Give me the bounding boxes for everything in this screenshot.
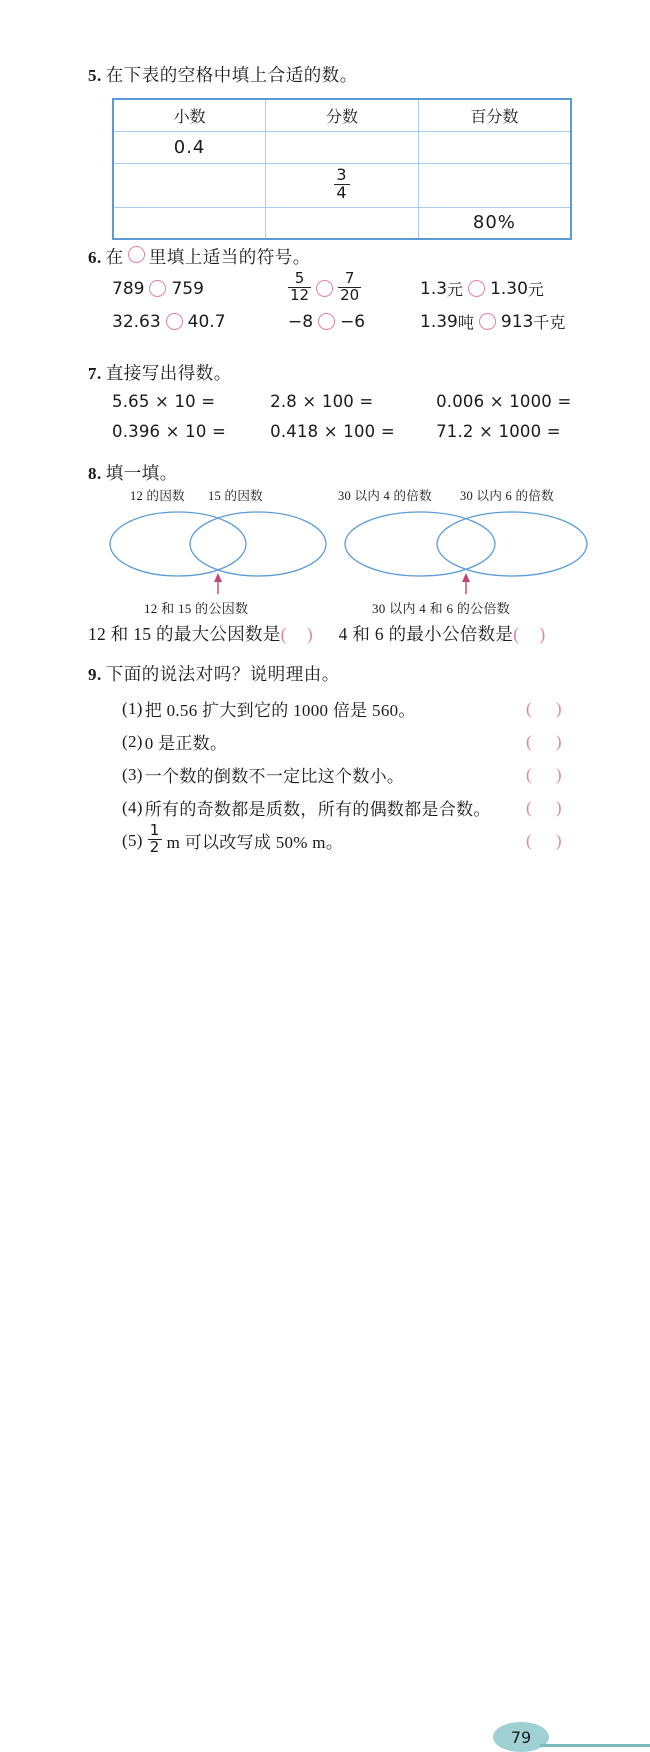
fraction-numerator: 1 <box>149 821 160 840</box>
fraction-one-half <box>148 823 162 856</box>
circle-symbol-icon <box>128 246 145 263</box>
question-7-heading <box>88 360 232 385</box>
question-9-heading <box>88 661 340 686</box>
question-8-number: 8. <box>88 464 102 483</box>
q8-fill-text-1: 12 和 15 的最大公因数是 <box>88 624 281 644</box>
circle-answer-blank-icon[interactable] <box>468 280 485 297</box>
cell-decimal-1: 0.4 <box>113 131 266 163</box>
question-6-exercises <box>112 269 592 338</box>
venn-right-arrow-head-icon <box>462 573 470 582</box>
question-6-prompt-pre: 在 <box>105 247 124 267</box>
number-conversion-table <box>112 98 572 240</box>
q9-index: (1) <box>122 698 143 718</box>
q6-right-value: −6 <box>340 311 366 332</box>
q8-fill-text-2: 4 和 6 的最小公倍数是 <box>338 624 514 644</box>
q6-compare-4 <box>112 312 288 332</box>
q7-row-1 <box>112 386 602 416</box>
fraction-five-twelfths <box>288 271 311 304</box>
venn-left-ellipse-a <box>110 512 246 576</box>
footer-divider <box>540 1744 650 1747</box>
question-6-heading <box>88 244 311 269</box>
q7-expression[interactable]: 2.8 × 100 = <box>270 391 374 411</box>
cell-decimal-3[interactable] <box>113 207 266 239</box>
q7-expression[interactable]: 0.396 × 10 = <box>112 421 227 441</box>
q9-statement-text: 一个数的倒数不一定比这个数小。 <box>144 767 405 786</box>
q6-compare-6 <box>420 310 592 333</box>
q7-expression[interactable]: 0.418 × 100 = <box>270 421 395 441</box>
fraction-seven-twentieths <box>338 271 361 304</box>
circle-answer-blank-icon[interactable] <box>318 313 335 330</box>
cell-percent-2[interactable] <box>418 163 571 207</box>
table-row <box>113 163 571 207</box>
venn-left-ellipse-b <box>190 512 326 576</box>
q9-index: (4) <box>122 797 143 817</box>
venn-left-arrow-head-icon <box>214 573 222 582</box>
q6-right-value: 913 <box>500 311 534 332</box>
q6-left-value: 1.39 <box>420 311 458 332</box>
question-6-prompt-post: 里填上适当的符号。 <box>148 247 311 267</box>
question-9-prompt: 下面的说法对吗？说明理由。 <box>105 664 340 684</box>
question-9-statements <box>122 692 602 857</box>
venn-right-ellipse-a <box>345 512 495 576</box>
q9-answer-blank[interactable]: ( ) <box>526 797 572 817</box>
q7-expression[interactable]: 5.65 × 10 = <box>112 391 216 411</box>
table-header-decimal: 小数 <box>113 99 266 131</box>
question-8-prompt: 填一填。 <box>105 463 178 483</box>
q6-left-unit: 元 <box>447 282 464 299</box>
venn-diagram-svg <box>100 502 600 602</box>
q9-answer-blank[interactable]: ( ) <box>526 764 572 784</box>
page-number: 79 <box>510 1727 532 1747</box>
venn-right-caption: 30 以内 4 和 6 的公倍数 <box>372 601 511 616</box>
q6-compare-5 <box>288 312 420 332</box>
q9-answer-blank[interactable]: ( ) <box>526 731 572 751</box>
page-footer <box>0 860 650 1747</box>
table-row <box>113 207 571 239</box>
q9-answer-blank[interactable]: ( ) <box>526 830 572 850</box>
venn-right-ellipse-b <box>437 512 587 576</box>
q6-right-unit: 元 <box>527 282 544 299</box>
q6-left-value: 789 <box>112 278 145 299</box>
cell-percent-3: 80% <box>418 207 571 239</box>
table-row <box>113 131 571 163</box>
question-6-number: 6. <box>88 248 102 267</box>
q8-answer-blank-2[interactable]: ( ) <box>513 624 554 644</box>
question-9-number: 9. <box>88 665 102 684</box>
question-7-exercises <box>112 386 602 446</box>
fraction-numerator: 5 <box>294 269 305 288</box>
q6-left-value: −8 <box>288 311 314 332</box>
circle-answer-blank-icon[interactable] <box>166 313 183 330</box>
question-8-fill-line <box>88 621 553 646</box>
q6-compare-3 <box>420 277 592 300</box>
q6-right-unit: 千克 <box>533 315 566 332</box>
q9-index: (2) <box>122 731 143 751</box>
venn-right-label-b: 30 以内 6 的倍数 <box>460 489 554 503</box>
q8-answer-blank-1[interactable]: ( ) <box>280 624 321 644</box>
q9-index: (3) <box>122 764 143 784</box>
q6-compare-2 <box>288 269 420 305</box>
q6-left-value: 1.3 <box>420 278 448 299</box>
question-7-prompt: 直接写出得数。 <box>105 363 232 383</box>
q6-right-value: 1.30 <box>490 278 528 299</box>
q7-row-2 <box>112 416 602 446</box>
venn-diagrams <box>100 486 600 616</box>
cell-fraction-3[interactable] <box>266 207 419 239</box>
q9-index: (5) <box>122 830 143 850</box>
fraction-numerator: 7 <box>344 269 355 288</box>
question-5-prompt: 在下表的空格中填上合适的数。 <box>105 65 358 85</box>
cell-percent-1[interactable] <box>418 131 571 163</box>
q9-statement-1 <box>122 692 602 725</box>
fraction-denominator: 2 <box>149 838 160 856</box>
fraction-three-fourths <box>334 164 349 202</box>
q9-answer-blank[interactable]: ( ) <box>526 698 572 718</box>
question-5-number: 5. <box>88 66 102 85</box>
venn-right-label-a: 30 以内 4 的倍数 <box>338 489 432 503</box>
q6-row-1 <box>112 269 592 305</box>
q9-statement-text: 0 是正数。 <box>144 734 228 753</box>
question-8-heading <box>88 460 178 485</box>
cell-decimal-2[interactable] <box>113 163 266 207</box>
circle-answer-blank-icon[interactable] <box>149 280 166 297</box>
q9-statement-2 <box>122 725 602 758</box>
q7-expression[interactable]: 71.2 × 1000 = <box>436 421 561 441</box>
q6-left-unit: 吨 <box>457 315 474 332</box>
fraction-denominator: 20 <box>340 286 360 304</box>
fraction-numerator: 3 <box>336 164 348 184</box>
fraction-denominator: 12 <box>290 286 310 304</box>
circle-answer-blank-icon[interactable] <box>479 313 496 330</box>
fraction-denominator: 4 <box>336 182 348 202</box>
question-7-number: 7. <box>88 364 102 383</box>
circle-answer-blank-icon[interactable] <box>316 280 333 297</box>
q6-right-value: 759 <box>171 278 204 299</box>
q9-statement-5 <box>122 821 602 857</box>
venn-left-caption: 12 和 15 的公因数 <box>144 601 249 616</box>
question-5-heading <box>88 62 358 87</box>
venn-left-label-a: 12 的因数 <box>130 489 185 503</box>
table-header-percent: 百分数 <box>418 99 571 131</box>
venn-left-label-b: 15 的因数 <box>208 489 263 503</box>
q6-left-value: 32.63 <box>112 311 161 332</box>
table-header-row <box>113 99 571 131</box>
cell-fraction-1[interactable] <box>266 131 419 163</box>
q9-statement-text: 所有的奇数都是质数，所有的偶数都是合数。 <box>144 800 491 819</box>
q6-compare-1 <box>112 279 288 299</box>
q6-row-2 <box>112 305 592 338</box>
q9-statement-3 <box>122 758 602 791</box>
q6-right-value: 40.7 <box>187 311 226 332</box>
cell-fraction-2 <box>266 163 419 207</box>
q9-statement-text: m 可以改写成 50% m。 <box>166 833 344 852</box>
table-header-fraction: 分数 <box>266 99 419 131</box>
q9-statement-4 <box>122 791 602 824</box>
q7-expression[interactable]: 0.006 × 1000 = <box>436 391 572 411</box>
q9-statement-text: 把 0.56 扩大到它的 1000 倍是 560。 <box>144 701 416 720</box>
